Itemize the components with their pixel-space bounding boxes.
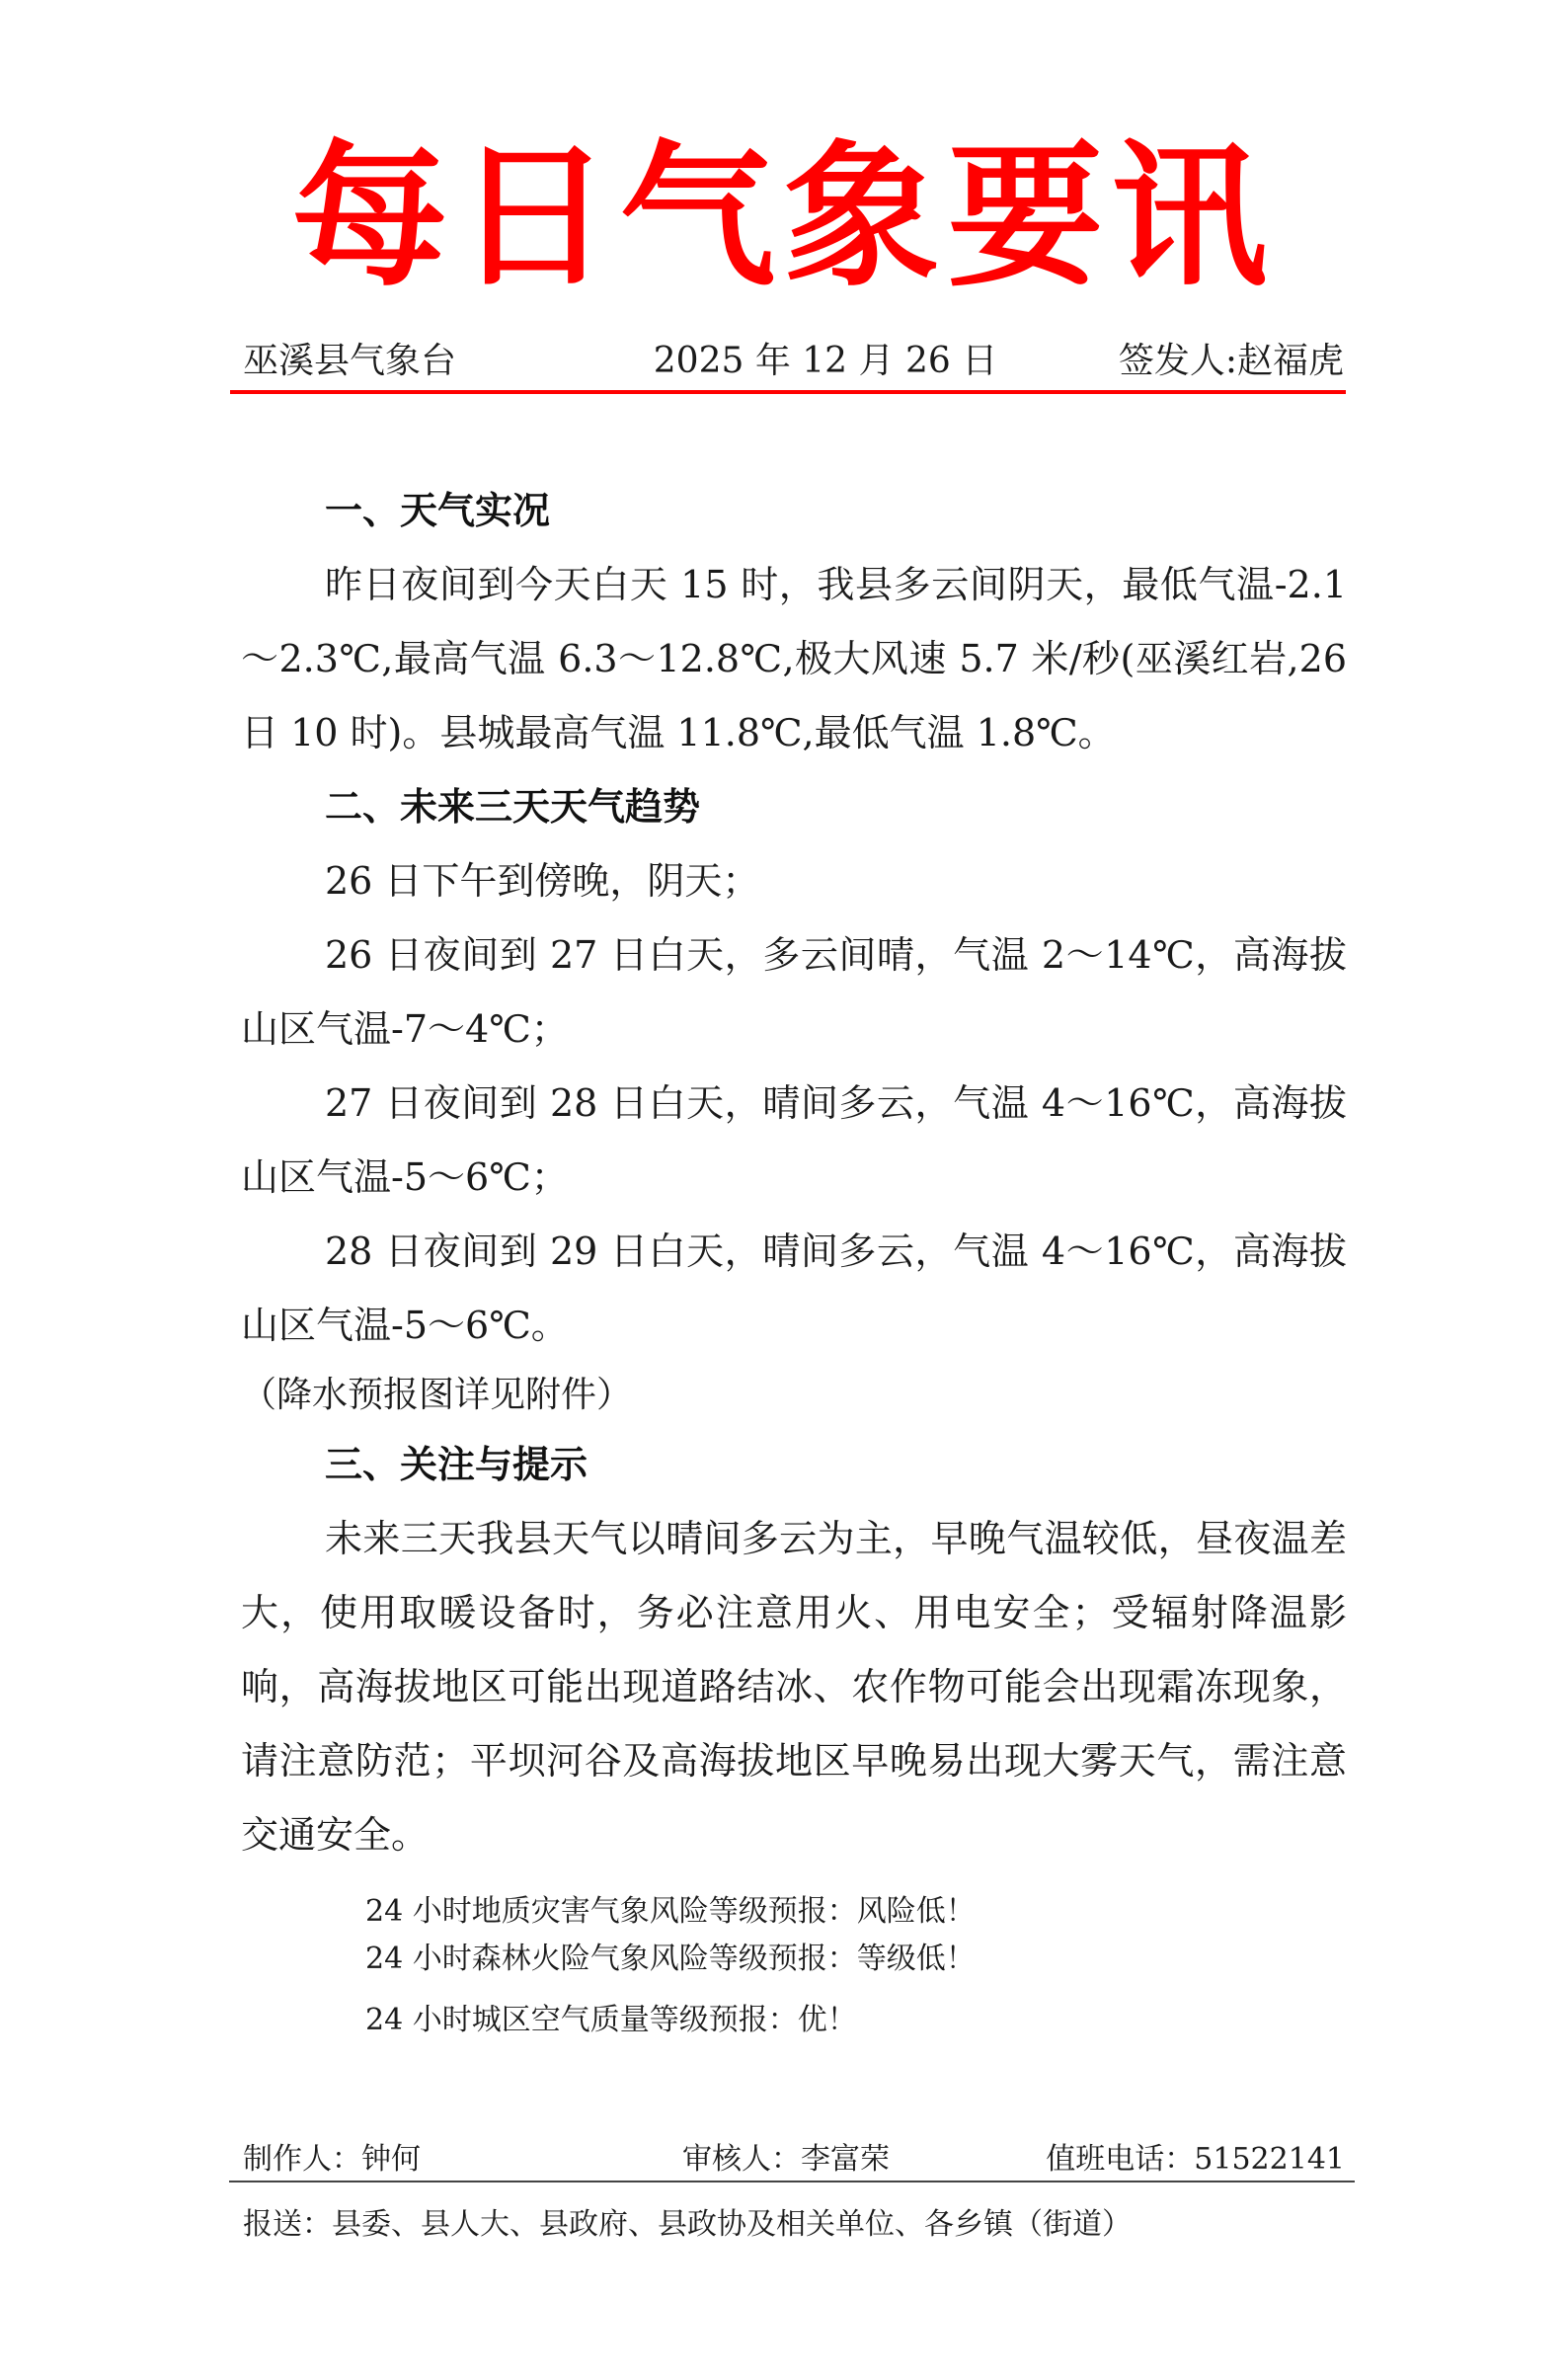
maker: 制作人：钟何 [243, 2142, 421, 2177]
section-heading-observation: 一、天气实况 [325, 489, 551, 532]
bulletin-body [241, 474, 1347, 1872]
forecast-item: 27 日夜间到 28 日白天，晴间多云，气温 4～16℃，高海拔山区气温-5～6℃； [241, 1081, 1347, 1199]
section-heading-advisory: 三、关注与提示 [325, 1443, 588, 1486]
forecast-item: 28 日夜间到 29 日白天，晴间多云，气温 4～16℃，高海拔山区气温-5～6℃。 [241, 1230, 1347, 1347]
footer-rule [229, 2181, 1355, 2182]
section-heading-forecast: 二、未来三天天气趋势 [325, 785, 701, 829]
risk-forecast-geological: 24 小时地质灾害气象风险等级预报：风险低！ [365, 1894, 976, 1929]
forecast-item: 26 日下午到傍晚，阴天； [325, 859, 760, 903]
issue-date: 2025 年 12 月 26 日 [653, 341, 998, 381]
duty-phone: 值班电话：51522141 [1046, 2142, 1345, 2177]
header-red-rule [230, 390, 1346, 394]
observation-paragraph: 昨日夜间到今天白天 15 时，我县多云间阴天，最低气温-2.1～2.3℃,最高气温 6.3～12.8℃,极大风速 5.7 米/秒(巫溪红岩,26 日 10 时)。县城最高气温 11.8℃,最低气温 1.8℃。 [241, 563, 1347, 754]
forecast-item: 26 日夜间到 27 日白天，多云间晴，气温 2～14℃，高海拔山区气温-7～4℃； [241, 933, 1347, 1051]
header-meta-row [233, 332, 1344, 391]
reviewer: 审核人：李富荣 [682, 2142, 890, 2177]
distribution-list: 报送：县委、县人大、县政府、县政协及相关单位、各乡镇（街道） [243, 2207, 1132, 2242]
risk-forecast-forest-fire: 24 小时森林火险气象风险等级预报：等级低！ [365, 1942, 976, 1976]
bulletin-title: 每日气象要讯 [291, 126, 1276, 308]
precipitation-note: （降水预报图详见附件） [241, 1375, 633, 1415]
signer: 签发人:赵福虎 [1118, 341, 1344, 381]
issuer: 巫溪县气象台 [243, 341, 457, 381]
risk-forecast-air-quality: 24 小时城区空气质量等级预报：优！ [365, 2003, 857, 2037]
advisory-paragraph: 未来三天我县天气以晴间多云为主，早晚气温较低，昼夜温差大，使用取暖设备时，务必注意用火、用电安全；受辐射降温影响，高海拔地区可能出现道路结冰、农作物可能会出现霜冻现象，请注意防范；平坝河谷及高海拔地区早晚易出现大雾天气，需注意交通安全。 [241, 1517, 1347, 1857]
